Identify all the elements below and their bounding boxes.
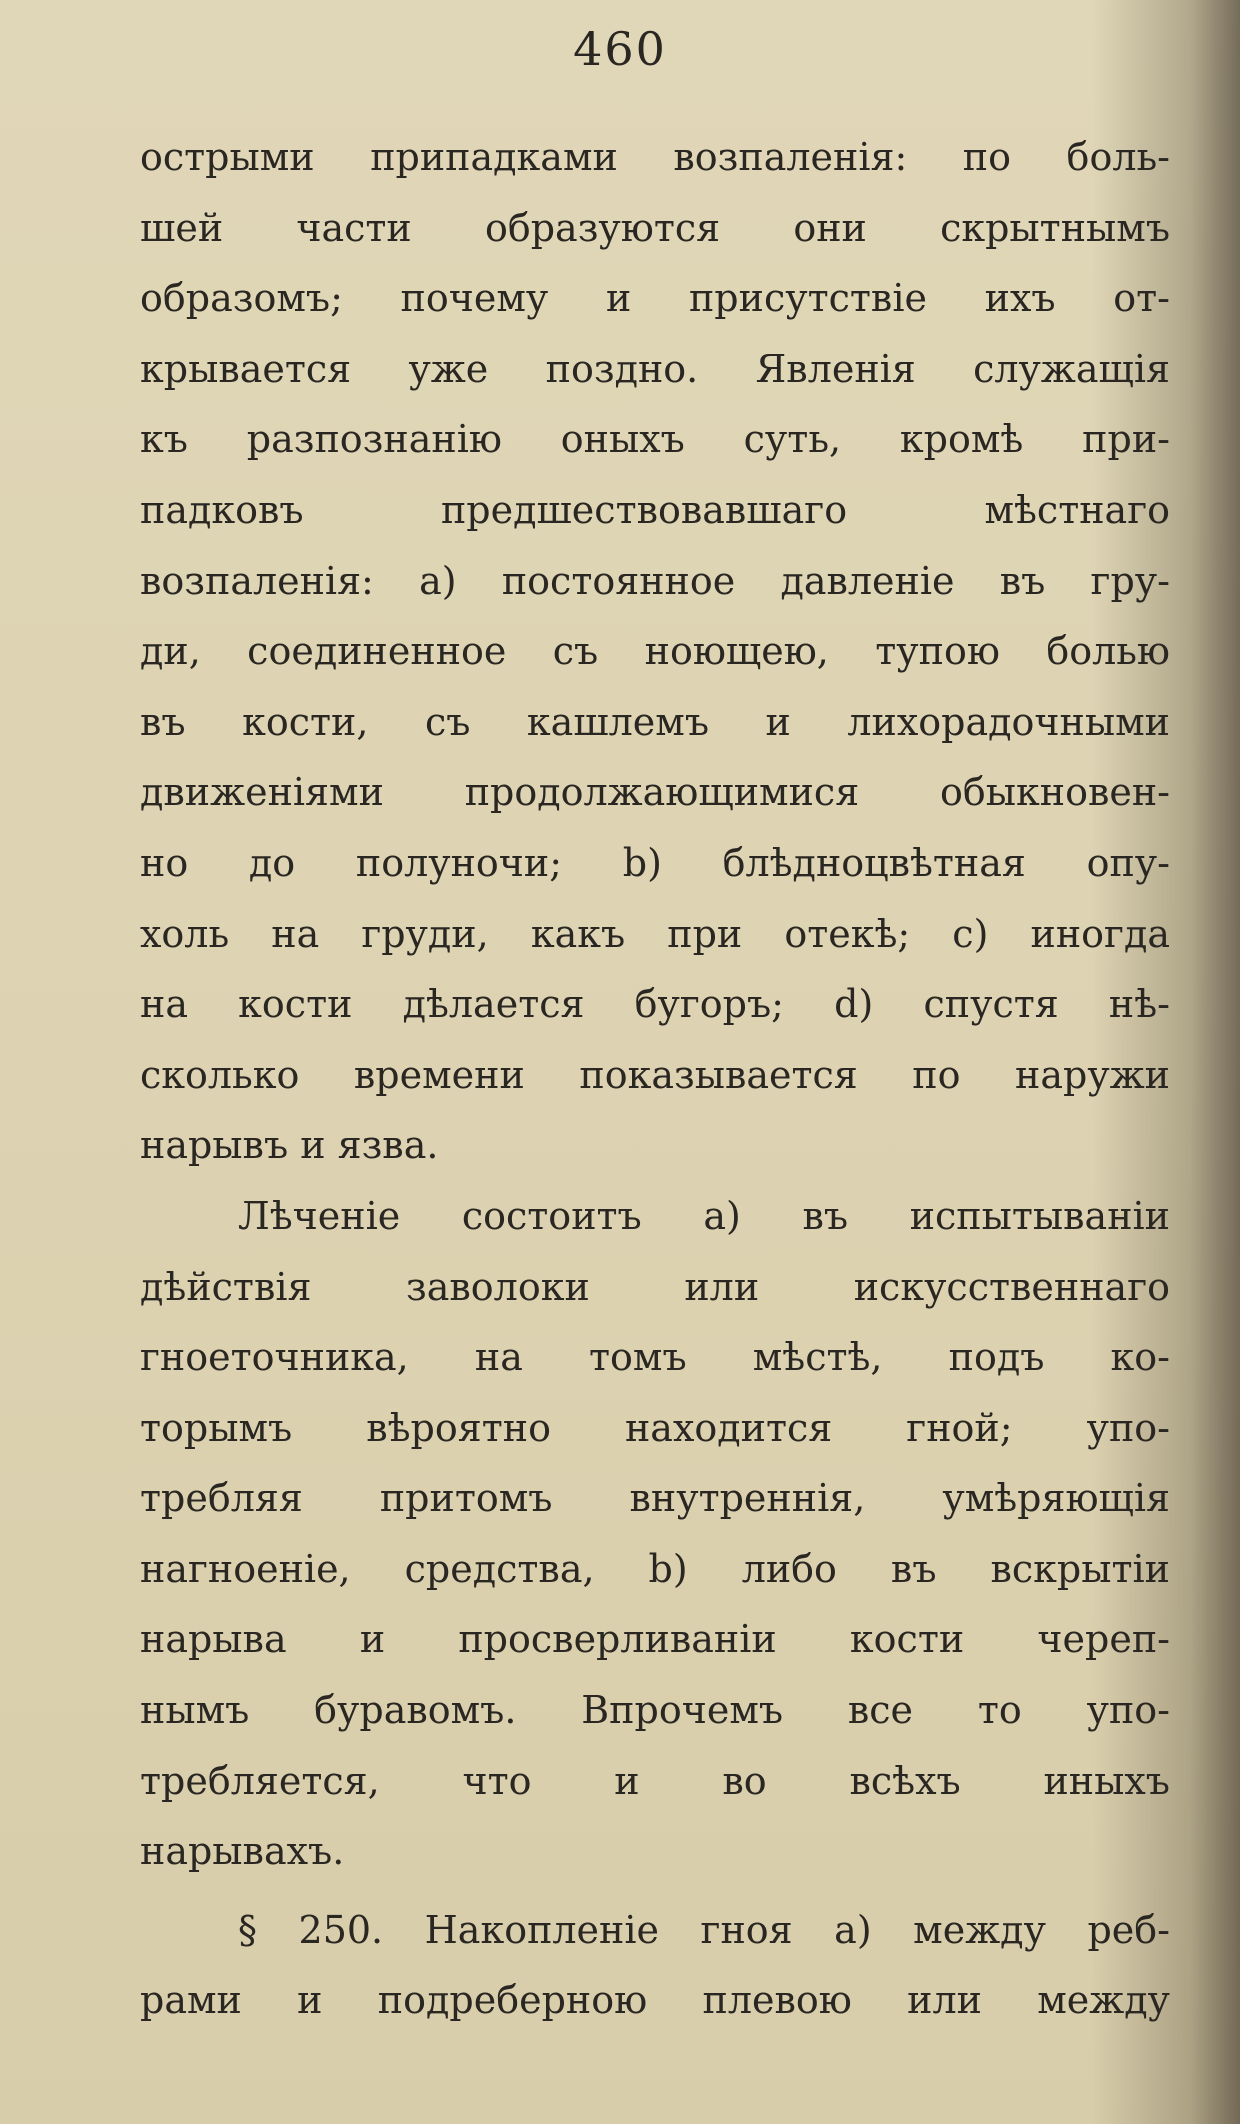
text-line: холь на груди, какъ при отекѣ; c) иногда (140, 911, 1170, 956)
text-line: дѣйствія заволоки или искусственнаго (140, 1264, 1170, 1309)
text-line: сколько времени показывается по наружи (140, 1052, 1170, 1097)
text-line: нарывахъ. (140, 1829, 345, 1874)
text-line: Лѣченіе состоитъ a) въ испытываніи (238, 1193, 1170, 1238)
text-line: ди, соединенное съ ноющею, тупою болью (140, 629, 1170, 674)
text-line: требляя притомъ внутреннія, умѣряющія (140, 1476, 1170, 1521)
text-line: но до полуночи; b) блѣдноцвѣтная опу- (140, 840, 1170, 885)
text-line: возпаленія: a) постоянное давленіе въ гру- (140, 558, 1170, 603)
text-line: образомъ; почему и присутствіе ихъ от- (140, 276, 1170, 321)
page-number: 460 (573, 22, 667, 76)
text-line: шей части образуются они скрытнымъ (140, 205, 1170, 250)
text-line: движеніями продолжающимися обыкновен- (140, 770, 1170, 815)
text-line: требляется, что и во всѣхъ иныхъ (140, 1758, 1170, 1803)
text-line: нарывъ и язва. (140, 1123, 439, 1168)
text-line: рами и подреберною плевою или между (140, 1978, 1170, 2023)
text-line: къ разпознанію оныхъ суть, кромѣ при- (140, 417, 1170, 462)
text-line: падковъ предшествовавшаго мѣстнаго (140, 487, 1170, 532)
text-line: въ кости, съ кашлемъ и лихорадочными (140, 699, 1170, 744)
text-line: нымъ буравомъ. Впрочемъ все то упо- (140, 1688, 1170, 1733)
body-text (140, 122, 1170, 2036)
text-line: торымъ вѣроятно находится гной; упо- (140, 1405, 1170, 1450)
text-line: крывается уже поздно. Явленія служащія (140, 346, 1170, 391)
text-line: на кости дѣлается бугоръ; d) спустя нѣ- (140, 982, 1170, 1027)
text-line: острыми припадками возпаленія: по боль- (140, 135, 1170, 179)
text-line: нарыва и просверливаніи кости череп- (140, 1617, 1170, 1662)
section-heading-line: § 250. Накопленіе гноя a) между реб- (238, 1907, 1170, 1952)
text-line: гноеточника, на томъ мѣстѣ, подъ ко- (140, 1335, 1170, 1380)
text-line: нагноеніе, средства, b) либо въ вскрытіи (140, 1546, 1170, 1591)
